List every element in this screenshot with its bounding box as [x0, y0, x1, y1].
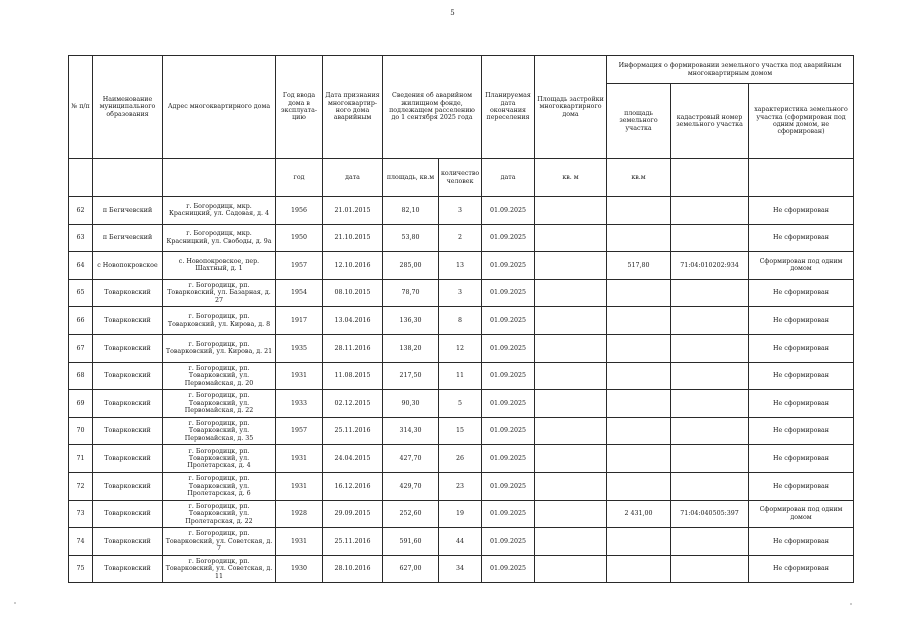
- header-land-area: площадь земельного участка: [607, 84, 671, 159]
- cell-planned-date: 01.09.2025: [482, 472, 535, 500]
- unit-built: кв. м: [535, 159, 607, 197]
- cell-recognition-date: 25.11.2016: [323, 417, 383, 445]
- cell-land-characteristic: Не сформирован: [749, 390, 854, 418]
- table-row: [69, 279, 854, 307]
- cell-cadastral: 71:04:040505:397: [671, 500, 749, 528]
- cell-built-area: [535, 252, 607, 280]
- cell-built-area: [535, 197, 607, 225]
- cell-built-area: [535, 334, 607, 362]
- cell-land-area: [607, 334, 671, 362]
- cell-cadastral: [671, 279, 749, 307]
- cell-land-characteristic: Не сформирован: [749, 224, 854, 252]
- table-row: [69, 417, 854, 445]
- cell-built-area: [535, 417, 607, 445]
- cell-area: 136,30: [383, 307, 439, 335]
- cell-area: 285,00: [383, 252, 439, 280]
- cell-cadastral: [671, 224, 749, 252]
- cell-recognition-date: 29.09.2015: [323, 500, 383, 528]
- cell-year: 1950: [276, 224, 323, 252]
- cell-address: г. Богородицк, рп. Товарковский, ул. Первомайская, д. 35: [163, 417, 276, 445]
- cell-area: 429,70: [383, 472, 439, 500]
- unit-cell: [749, 159, 854, 197]
- cell-land-area: [607, 390, 671, 418]
- units-row: [69, 159, 854, 197]
- cell-year: 1954: [276, 279, 323, 307]
- cell-land-characteristic: Не сформирован: [749, 279, 854, 307]
- cell-area: 252,60: [383, 500, 439, 528]
- cell-land-characteristic: Не сформирован: [749, 197, 854, 225]
- cell-num: 75: [69, 555, 93, 583]
- cell-built-area: [535, 445, 607, 473]
- cell-year: 1933: [276, 390, 323, 418]
- table-row: [69, 555, 854, 583]
- cell-built-area: [535, 472, 607, 500]
- cell-cadastral: [671, 197, 749, 225]
- cell-municipality: Товарковский: [93, 279, 163, 307]
- cell-year: 1935: [276, 334, 323, 362]
- cell-address: г. Богородицк, рп. Товарковский, ул. Базарная, д. 27: [163, 279, 276, 307]
- cell-land-characteristic: Не сформирован: [749, 528, 854, 556]
- cell-address: с. Новопокровское, пер. Шахтный, д. 1: [163, 252, 276, 280]
- cell-address: г. Богородицк, рп. Товарковский, ул. Пролетарская, д. 22: [163, 500, 276, 528]
- cell-year: 1956: [276, 197, 323, 225]
- cell-planned-date: 01.09.2025: [482, 279, 535, 307]
- table-body: [69, 197, 854, 583]
- cell-cadastral: [671, 555, 749, 583]
- cell-land-characteristic: Не сформирован: [749, 362, 854, 390]
- cell-people: 34: [439, 555, 482, 583]
- cell-year: 1931: [276, 472, 323, 500]
- unit-cell: [69, 159, 93, 197]
- cell-people: 2: [439, 224, 482, 252]
- header-cadastral: кадастровый номер земельного участка: [671, 84, 749, 159]
- cell-planned-date: 01.09.2025: [482, 362, 535, 390]
- cell-people: 3: [439, 197, 482, 225]
- cell-area: 217,50: [383, 362, 439, 390]
- cell-built-area: [535, 555, 607, 583]
- cell-planned-date: 01.09.2025: [482, 334, 535, 362]
- cell-year: 1931: [276, 528, 323, 556]
- header-built-area: Площадь застройки многоквартирного дома: [535, 56, 607, 159]
- cell-municipality: Товарковский: [93, 555, 163, 583]
- unit-area: площадь, кв.м: [383, 159, 439, 197]
- cell-recognition-date: 11.08.2015: [323, 362, 383, 390]
- cell-people: 12: [439, 334, 482, 362]
- cell-area: 90,30: [383, 390, 439, 418]
- cell-num: 67: [69, 334, 93, 362]
- cell-cadastral: [671, 390, 749, 418]
- cell-land-characteristic: Не сформирован: [749, 334, 854, 362]
- cell-address: г. Богородицк, рп. Товарковский, ул. Кирова, д. 8: [163, 307, 276, 335]
- cell-area: 314,30: [383, 417, 439, 445]
- cell-area: 591,60: [383, 528, 439, 556]
- cell-land-area: [607, 307, 671, 335]
- header-land-characteristic: характеристика земельного участка (сформирован под одним домом, не сформирован): [749, 84, 854, 159]
- unit-land: кв.м: [607, 159, 671, 197]
- cell-people: 11: [439, 362, 482, 390]
- cell-num: 63: [69, 224, 93, 252]
- cell-built-area: [535, 500, 607, 528]
- cell-land-area: [607, 224, 671, 252]
- header-land-info: Информация о формировании земельного участка под аварийным многоквартирным домом: [607, 56, 854, 84]
- cell-land-area: 517,80: [607, 252, 671, 280]
- cell-built-area: [535, 307, 607, 335]
- cell-address: г. Богородицк, рп. Товарковский, ул. Пролетарская, д. 4: [163, 445, 276, 473]
- table-row: [69, 445, 854, 473]
- table-row: [69, 224, 854, 252]
- cell-municipality: Товарковский: [93, 417, 163, 445]
- cell-num: 70: [69, 417, 93, 445]
- cell-address: г. Богородицк, рп. Товарковский, ул. Советская, д. 7: [163, 528, 276, 556]
- cell-planned-date: 01.09.2025: [482, 197, 535, 225]
- cell-recognition-date: 08.10.2015: [323, 279, 383, 307]
- cell-area: 78,70: [383, 279, 439, 307]
- table-row: [69, 472, 854, 500]
- cell-cadastral: [671, 472, 749, 500]
- cell-planned-date: 01.09.2025: [482, 224, 535, 252]
- cell-built-area: [535, 362, 607, 390]
- cell-municipality: п Бегичевский: [93, 197, 163, 225]
- cell-municipality: Товарковский: [93, 334, 163, 362]
- cell-num: 74: [69, 528, 93, 556]
- header-year: Год ввода дома в эксплуата-цию: [276, 56, 323, 159]
- cell-municipality: Товарковский: [93, 500, 163, 528]
- page-number: 5: [450, 9, 455, 17]
- cell-year: 1917: [276, 307, 323, 335]
- unit-cell: [163, 159, 276, 197]
- table-row: [69, 197, 854, 225]
- cell-planned-date: 01.09.2025: [482, 417, 535, 445]
- cell-num: 66: [69, 307, 93, 335]
- cell-num: 65: [69, 279, 93, 307]
- unit-planned-date: дата: [482, 159, 535, 197]
- cell-land-characteristic: Не сформирован: [749, 472, 854, 500]
- cell-recognition-date: 28.11.2016: [323, 334, 383, 362]
- cell-address: г. Богородицк, мкр. Красницкий, ул. Свободы, д. 9а: [163, 224, 276, 252]
- unit-year: год: [276, 159, 323, 197]
- table-row: [69, 307, 854, 335]
- cell-address: г. Богородицк, рп. Товарковский, ул. Пролетарская, д. 6: [163, 472, 276, 500]
- cell-municipality: п Бегичевский: [93, 224, 163, 252]
- header-municipality: Наименование муниципального образования: [93, 56, 163, 159]
- cell-people: 15: [439, 417, 482, 445]
- cell-planned-date: 01.09.2025: [482, 555, 535, 583]
- table-row: [69, 500, 854, 528]
- cell-land-area: [607, 197, 671, 225]
- cell-recognition-date: 28.10.2016: [323, 555, 383, 583]
- cell-municipality: с Новопокровское: [93, 252, 163, 280]
- cell-planned-date: 01.09.2025: [482, 252, 535, 280]
- header-address: Адрес многоквартирного дома: [163, 56, 276, 159]
- cell-address: г. Богородицк, рп. Товарковский, ул. Первомайская, д. 20: [163, 362, 276, 390]
- cell-year: 1957: [276, 252, 323, 280]
- cell-recognition-date: 25.11.2016: [323, 528, 383, 556]
- header-num: № п/п: [69, 56, 93, 159]
- cell-land-characteristic: Не сформирован: [749, 445, 854, 473]
- cell-recognition-date: 13.04.2016: [323, 307, 383, 335]
- cell-built-area: [535, 224, 607, 252]
- cell-planned-date: 01.09.2025: [482, 390, 535, 418]
- cell-built-area: [535, 390, 607, 418]
- cell-area: 138,20: [383, 334, 439, 362]
- table-row: [69, 334, 854, 362]
- cell-area: 627,00: [383, 555, 439, 583]
- cell-land-area: 2 431,00: [607, 500, 671, 528]
- cell-year: 1957: [276, 417, 323, 445]
- cell-year: 1931: [276, 362, 323, 390]
- cell-cadastral: [671, 334, 749, 362]
- cell-built-area: [535, 528, 607, 556]
- cell-municipality: Товарковский: [93, 445, 163, 473]
- cell-cadastral: 71:04:010202:934: [671, 252, 749, 280]
- table-header: [69, 56, 854, 197]
- cell-cadastral: [671, 362, 749, 390]
- cell-area: 82,10: [383, 197, 439, 225]
- cell-land-area: [607, 528, 671, 556]
- cell-people: 5: [439, 390, 482, 418]
- cell-people: 8: [439, 307, 482, 335]
- cell-people: 44: [439, 528, 482, 556]
- cell-municipality: Товарковский: [93, 472, 163, 500]
- cell-people: 3: [439, 279, 482, 307]
- cell-land-area: [607, 279, 671, 307]
- header-housing-info: Сведения об аварийном жилищном фонде, подлежащем расселению до 1 сентября 2025 года: [383, 56, 482, 159]
- cell-num: 71: [69, 445, 93, 473]
- table-row: [69, 528, 854, 556]
- cell-num: 69: [69, 390, 93, 418]
- unit-people: количество человек: [439, 159, 482, 197]
- unit-cell: [93, 159, 163, 197]
- cell-municipality: Товарковский: [93, 390, 163, 418]
- unit-date: дата: [323, 159, 383, 197]
- table-row: [69, 390, 854, 418]
- cell-land-area: [607, 555, 671, 583]
- cell-land-characteristic: Не сформирован: [749, 555, 854, 583]
- cell-area: 53,80: [383, 224, 439, 252]
- cell-people: 19: [439, 500, 482, 528]
- cell-recognition-date: 21.01.2015: [323, 197, 383, 225]
- cell-address: г. Богородицк, рп. Товарковский, ул. Кирова, д. 21: [163, 334, 276, 362]
- emergency-housing-table: [68, 55, 854, 583]
- table-row: [69, 252, 854, 280]
- header-planned-date: Планируемая дата окончания переселения: [482, 56, 535, 159]
- cell-municipality: Товарковский: [93, 307, 163, 335]
- cell-area: 427,70: [383, 445, 439, 473]
- cell-planned-date: 01.09.2025: [482, 500, 535, 528]
- cell-year: 1931: [276, 445, 323, 473]
- scan-speck: [14, 602, 16, 604]
- unit-cell: [671, 159, 749, 197]
- cell-people: 13: [439, 252, 482, 280]
- cell-land-area: [607, 445, 671, 473]
- cell-planned-date: 01.09.2025: [482, 307, 535, 335]
- cell-land-characteristic: Не сформирован: [749, 417, 854, 445]
- cell-recognition-date: 16.12.2016: [323, 472, 383, 500]
- cell-recognition-date: 24.04.2015: [323, 445, 383, 473]
- cell-recognition-date: 12.10.2016: [323, 252, 383, 280]
- cell-cadastral: [671, 445, 749, 473]
- cell-recognition-date: 02.12.2015: [323, 390, 383, 418]
- cell-num: 64: [69, 252, 93, 280]
- cell-planned-date: 01.09.2025: [482, 445, 535, 473]
- cell-num: 62: [69, 197, 93, 225]
- cell-land-area: [607, 362, 671, 390]
- cell-people: 23: [439, 472, 482, 500]
- cell-land-characteristic: Не сформирован: [749, 307, 854, 335]
- cell-municipality: Товарковский: [93, 362, 163, 390]
- scan-speck: [850, 603, 852, 605]
- cell-cadastral: [671, 528, 749, 556]
- cell-land-area: [607, 417, 671, 445]
- table-row: [69, 362, 854, 390]
- header-recognition-date: Дата признания многоквартир-ного дома аварийным: [323, 56, 383, 159]
- cell-planned-date: 01.09.2025: [482, 528, 535, 556]
- cell-num: 72: [69, 472, 93, 500]
- cell-land-area: [607, 472, 671, 500]
- cell-people: 26: [439, 445, 482, 473]
- cell-address: г. Богородицк, мкр. Красницкий, ул. Садовая, д. 4: [163, 197, 276, 225]
- cell-municipality: Товарковский: [93, 528, 163, 556]
- cell-num: 73: [69, 500, 93, 528]
- cell-address: г. Богородицк, рп. Товарковский, ул. Первомайская, д. 22: [163, 390, 276, 418]
- cell-recognition-date: 21.10.2015: [323, 224, 383, 252]
- cell-address: г. Богородицк, рп. Товарковский, ул. Советская, д. 11: [163, 555, 276, 583]
- cell-land-characteristic: Сформирован под одним домом: [749, 252, 854, 280]
- cell-cadastral: [671, 417, 749, 445]
- cell-cadastral: [671, 307, 749, 335]
- cell-built-area: [535, 279, 607, 307]
- cell-year: 1930: [276, 555, 323, 583]
- cell-land-characteristic: Сформирован под одним домом: [749, 500, 854, 528]
- cell-num: 68: [69, 362, 93, 390]
- cell-year: 1928: [276, 500, 323, 528]
